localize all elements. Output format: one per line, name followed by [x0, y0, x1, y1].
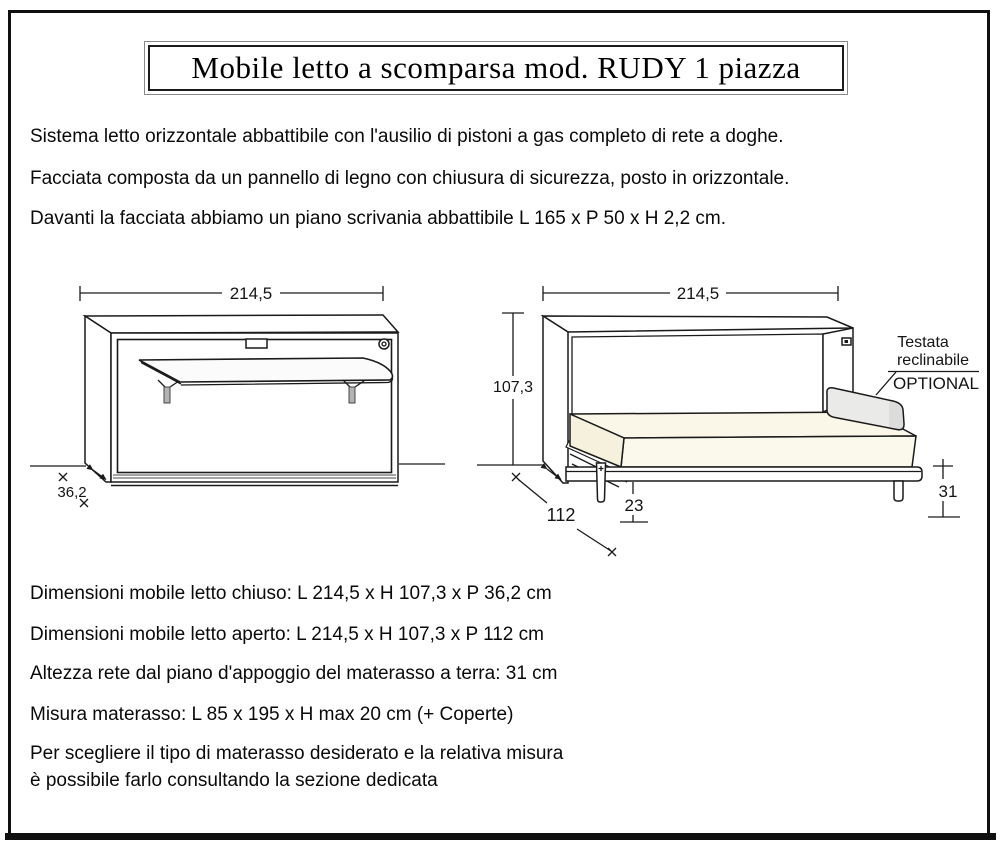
mattress-front [621, 436, 916, 467]
lock-icon [379, 339, 389, 349]
desk-top [139, 358, 393, 382]
closed-view-drawing [30, 284, 445, 507]
spec-line-height: Altezza rete dal piano d'appoggio del materasso a terra: 31 cm [30, 663, 558, 684]
leg-offset-label: 23 [624, 496, 644, 515]
spec-line-closed: Dimensioni mobile letto chiuso: L 214,5 x H 107,3 x P 36,2 cm [30, 583, 552, 604]
leg-offset-dimension [620, 482, 648, 522]
front-leg-right [894, 481, 903, 501]
dim-x-tick [512, 473, 520, 481]
lock-keyhole-open [845, 340, 849, 343]
description-line-1: Sistema letto orizzontale abbattibile con l'ausilio di pistoni a gas completo di rete a doghe. [30, 126, 784, 147]
spec-line-mattress: Misura materasso: L 85 x 195 x H max 20 cm (+ Coperte) [30, 704, 514, 725]
bed-platform [566, 467, 922, 481]
description-line-3: Davanti la facciata abbiamo un piano scrivania abbattibile L 165 x P 50 x H 2,2 cm. [30, 208, 727, 229]
closed-width-label: 214,5 [229, 284, 273, 303]
bed-height-dimension [928, 459, 960, 517]
closed-width-dimension [80, 284, 383, 303]
title-box [144, 41, 848, 95]
open-cabinet-interior [572, 334, 823, 416]
open-cabinet-side-face [543, 316, 568, 483]
page-bottom-bar [5, 833, 996, 840]
dim-x-tick [59, 473, 67, 481]
headboard-note-line1: Testata [897, 334, 949, 351]
open-depth-label: 112 [546, 505, 576, 525]
handle [246, 339, 267, 348]
open-cabinet-top-face [543, 316, 853, 332]
technical-drawings [0, 270, 1000, 570]
open-height-label: 107,3 [492, 379, 534, 396]
bed-height-label: 31 [938, 482, 958, 501]
headboard-note-line3: OPTIONAL [893, 374, 979, 393]
open-width-label: 214,5 [676, 284, 720, 303]
cabinet-top-face [85, 315, 398, 333]
page-title: Mobile letto a scomparsa mod. RUDY 1 piazza [148, 45, 844, 91]
open-view-drawing [477, 284, 979, 556]
dim-x-tick [608, 548, 616, 556]
closed-depth-label: 36,2 [57, 484, 87, 501]
cabinet-side-face [85, 316, 111, 482]
note-line-2: è possibile farlo consultando la sezione dedicata [30, 770, 438, 791]
description-line-2: Facciata composta da un pannello di legno con chiusura di sicurezza, posto in orizzontale. [30, 168, 790, 189]
open-height-dimension [493, 313, 533, 465]
open-width-dimension [543, 284, 838, 303]
headboard-note-line2: reclinabile [896, 352, 970, 369]
headboard-callout [876, 334, 979, 395]
spec-line-open: Dimensioni mobile letto aperto: L 214,5 x H 107,3 x P 112 cm [30, 624, 544, 645]
note-line-1: Per scegliere il tipo di materasso desiderato e la relativa misura [30, 743, 564, 764]
